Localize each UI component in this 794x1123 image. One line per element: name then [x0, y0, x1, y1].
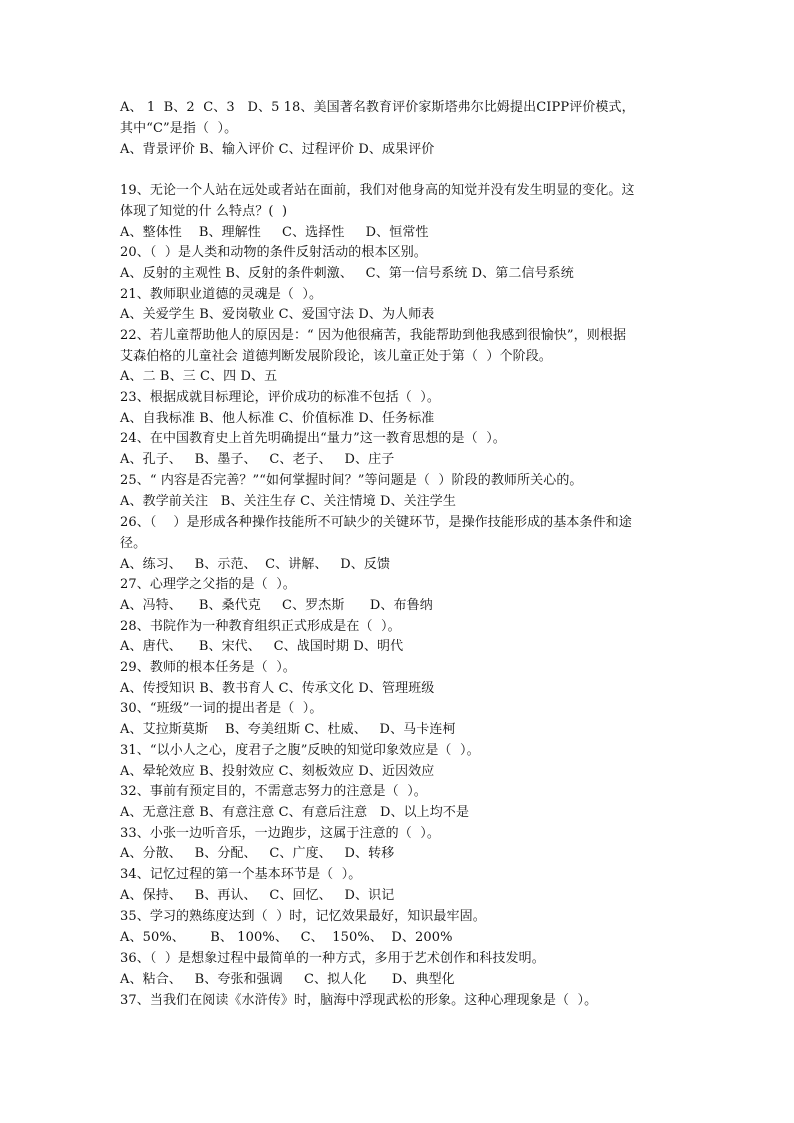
text-line: 体现了知觉的什 么特点？( ) [120, 204, 288, 219]
text-line: 26、（ ）是形成各种操作技能所不可缺少的关键环节，是操作技能形成的基本条件和途 [120, 515, 632, 530]
text-line: A、保持、 B、再认、 C、回忆、 D、识记 [120, 888, 395, 903]
text-line: 24、在中国教育史上首先明确提出“量力”这一教育思想的是（ ）。 [120, 431, 506, 446]
text-line: 艾森伯格的儿童社会 道德判断发展阶段论，该儿童正处于第（ ）个阶段。 [120, 349, 552, 364]
text-line: 21、教师职业道德的灵魂是（ ）。 [120, 287, 323, 302]
text-line: A、练习、 B、示范、 C、讲解、 D、反馈 [120, 557, 391, 572]
text-line: 其中“C”是指（ ）。 [120, 121, 238, 136]
text-line: 37、当我们在阅读《水浒传》时，脑海中浮现武松的形象。这种心理现象是（ ）。 [120, 993, 598, 1008]
text-line: A、反射的主观性 B、反射的条件刺激、 C、第一信号系统 D、第二信号系统 [120, 266, 574, 281]
text-line: A、分散、 B、分配、 C、广度、 D、转移 [120, 846, 395, 861]
text-line: A、孔子、 B、墨子、 C、老子、 D、庄子 [120, 452, 395, 467]
text-line: 19、无论一个人站在远处或者站在面前，我们对他身高的知觉并没有发生明显的变化。这 [120, 183, 635, 198]
text-line: 25、“ 内容是否完善？”“如何掌握时间？”等问题是（ ）阶段的教师所关心的。 [120, 473, 583, 488]
text-line: A、关爱学生 B、爱岗敬业 C、爱国守法 D、为人师表 [120, 307, 435, 322]
text-line: A、50%、 B、 100%、 C、 150%、 D、200% [120, 930, 453, 945]
text-line: 27、心理学之父指的是（ ）。 [120, 577, 296, 592]
text-line: A、 1 B、2 C、3 D、5 18、美国著名教育评价家斯塔弗尔比姆提出CIPP评价模式， [120, 100, 635, 115]
text-line: A、二 B、三 C、四 D、五 [120, 369, 278, 384]
text-line: 23、根据成就目标理论，评价成功的标准不包括（ ）。 [120, 390, 441, 405]
text-line: A、自我标准 B、他人标准 C、价值标准 D、任务标准 [120, 411, 435, 426]
text-line: 28、书院作为一种教育组织正式形成是在（ ）。 [120, 619, 401, 634]
text-line: 20、（ ）是人类和动物的条件反射活动的根本区别。 [120, 245, 427, 260]
text-line: 径。 [120, 536, 147, 551]
text-line: A、唐代、 B、宋代、 C、战国时期 D、明代 [120, 639, 404, 654]
text-line: A、冯特、 B、桑代克 C、罗杰斯 D、布鲁纳 [120, 598, 433, 613]
text-line: 29、教师的根本任务是（ ）。 [120, 660, 296, 675]
text-line: A、传授知识 B、教书育人 C、传承文化 D、管理班级 [120, 681, 435, 696]
text-line: 36、（ ）是想象过程中最简单的一种方式，多用于艺术创作和科技发明。 [120, 951, 545, 966]
text-line: 33、小张一边听音乐，一边跑步，这属于注意的（ ）。 [120, 826, 441, 841]
text-line: A、无意注意 B、有意注意 C、有意后注意 D、以上均不是 [120, 805, 470, 820]
text-line: A、晕轮效应 B、投射效应 C、刻板效应 D、近因效应 [120, 764, 435, 779]
text-line: 35、学习的熟练度达到（ ）时，记忆效果最好，知识最牢固。 [120, 909, 486, 924]
text-line: 22、若儿童帮助他人的原因是：“ 因为他很痛苦，我能帮助到他我感到很愉快”，则根据 [120, 328, 627, 343]
text-line: 34、记忆过程的第一个基本环节是（ ）。 [120, 867, 362, 882]
text-line: A、背景评价 B、输入评价 C、过程评价 D、成果评价 [120, 142, 435, 157]
text-line: A、整体性 B、理解性 C、选择性 D、恒常性 [120, 225, 429, 240]
text-line: 31、“以小人之心，度君子之腹”反映的知觉印象效应是（ ）。 [120, 743, 480, 758]
text-line: A、艾拉斯莫斯 B、夸美纽斯 C、杜威、 D、马卡连柯 [120, 722, 456, 737]
text-line: A、教学前关注 B、关注生存 C、关注情境 D、关注学生 [120, 494, 456, 509]
text-line: 32、事前有预定目的，不需意志努力的注意是（ ）。 [120, 784, 427, 799]
text-line: 30、“班级”一词的提出者是（ ）。 [120, 701, 323, 716]
text-line: A、粘合、 B、夸张和强调 C、拟人化 D、典型化 [120, 972, 455, 987]
